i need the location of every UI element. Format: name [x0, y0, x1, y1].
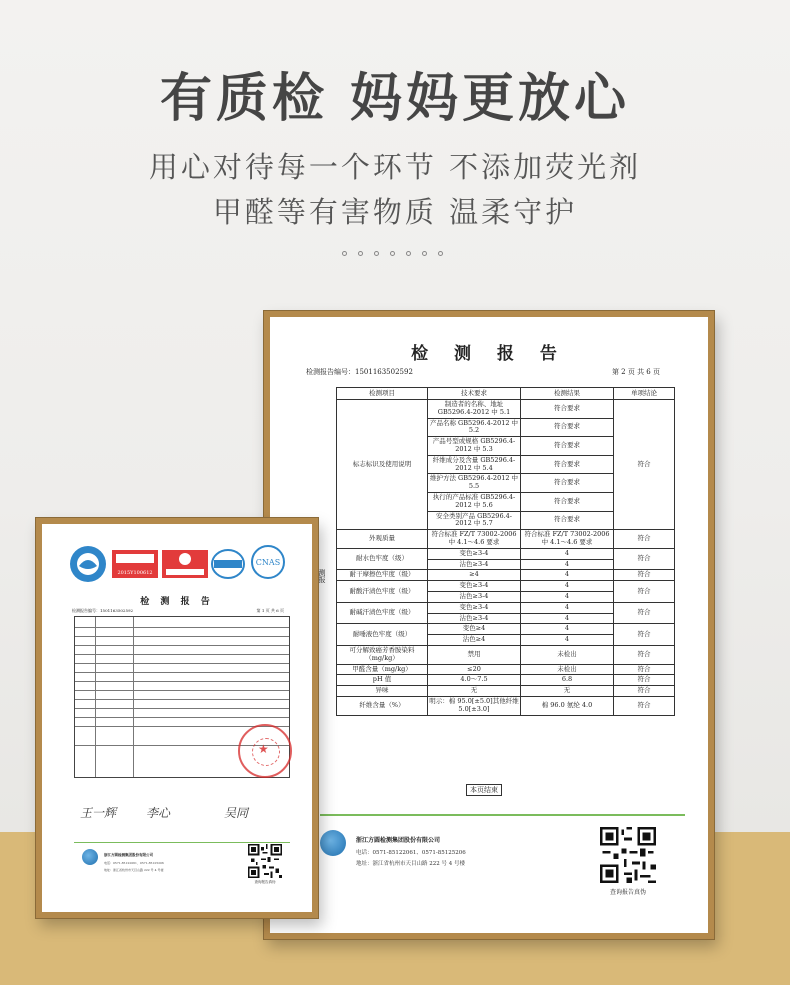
requirement-cell: 产品号型或规格 GB5296.4-2012 中 5.3 [428, 437, 521, 456]
requirement-cell: 变色≥3-4 [428, 548, 521, 559]
item-cell: 耐碱汗渍色牢度（级） [337, 602, 428, 624]
result-cell: 4 [521, 581, 614, 592]
result-cell: 符合要求 [521, 511, 614, 530]
signature-2: 李心 [146, 806, 171, 820]
requirement-cell: ≥4 [428, 570, 521, 581]
table-row [337, 530, 675, 549]
item-cell: pH 值 [337, 675, 428, 686]
certification-logos [68, 542, 298, 586]
company-logo-icon [82, 849, 98, 865]
footer-company: 浙江方圆检测集团股份有限公司 [104, 853, 153, 857]
result-cell: 符合标准 FZ/T 73002-2006 中 4.1～4.6 要求 [521, 530, 614, 549]
result-cell: 4 [521, 559, 614, 570]
item-cell: 甲醛含量（mg/kg） [337, 664, 428, 675]
item-cell: 耐水色牢度（级） [337, 548, 428, 570]
result-cell: 4 [521, 591, 614, 602]
requirement-cell: 维护方法 GB5296.4-2012 中 5.5 [428, 474, 521, 493]
requirement-cell: 纤维成分及含量 GB5296.4-2012 中 5.4 [428, 455, 521, 474]
conclusion-cell: 符合 [614, 400, 675, 530]
table-row [337, 400, 675, 419]
side-stamp-text: 测报 [318, 569, 326, 583]
footer-divider [74, 842, 290, 843]
page-info: 第 2 页 共 6 页 [611, 368, 660, 376]
table-row [337, 645, 675, 664]
item-cell: 纤维含量（%） [337, 696, 428, 715]
table-row [337, 664, 675, 675]
end-of-page-mark: 本页结束 [466, 784, 502, 796]
table-row [337, 581, 675, 592]
requirement-cell: 4.0～7.5 [428, 675, 521, 686]
item-cell: 耐唾液色牢度（级） [337, 624, 428, 646]
result-cell: 符合要求 [521, 437, 614, 456]
subtitle-line-1: 用心对待每一个环节 不添加荧光剂 [148, 150, 642, 184]
seal-star-icon: ★ [258, 742, 269, 756]
column-header: 单项结论 [614, 388, 675, 400]
company-logo-icon [320, 830, 346, 856]
table-row [337, 570, 675, 581]
result-cell: 符合要求 [521, 455, 614, 474]
requirement-cell: 沾色≥4 [428, 635, 521, 646]
page-info: 第 1 页 共 6 页 [256, 608, 284, 613]
requirement-cell: 符合标准 FZ/T 73002-2006 中 4.1～4.6 要求 [428, 530, 521, 549]
conclusion-cell: 符合 [614, 602, 675, 624]
result-cell: 符合要求 [521, 474, 614, 493]
conclusion-cell: 符合 [614, 664, 675, 675]
item-cell: 异味 [337, 686, 428, 697]
signature-1: 王一辉 [80, 806, 117, 820]
result-cell: 6.8 [521, 675, 614, 686]
table-row [337, 548, 675, 559]
test-report-page-1 [36, 518, 318, 918]
requirement-cell: 变色≥3-4 [428, 602, 521, 613]
column-header: 检测结果 [521, 388, 614, 400]
result-cell: 4 [521, 613, 614, 624]
conclusion-cell: 符合 [614, 686, 675, 697]
table-header-row [337, 388, 675, 400]
conclusion-cell: 符合 [614, 624, 675, 646]
item-cell: 外观质量 [337, 530, 428, 549]
item-cell: 耐酸汗渍色牢度（级） [337, 581, 428, 603]
result-cell: 无 [521, 686, 614, 697]
requirement-cell: 变色≥3-4 [428, 581, 521, 592]
column-header: 检测项目 [337, 388, 428, 400]
footer-phone: 电话：0571-85122061、0571-85125206 [104, 861, 164, 865]
table-row [337, 624, 675, 635]
subtitle-line-2: 甲醛等有害物质 温柔守护 [212, 195, 578, 229]
table-row [337, 686, 675, 697]
requirement-cell: 安全类别产品 GB5296.4-2012 中 5.7 [428, 511, 521, 530]
result-cell: 符合要求 [521, 492, 614, 511]
footer-company: 浙江方圆检测集团股份有限公司 [356, 837, 441, 844]
requirement-cell: 沾色≥3-4 [428, 559, 521, 570]
requirement-cell: 禁用 [428, 645, 521, 664]
table-row [337, 675, 675, 686]
result-cell: 4 [521, 602, 614, 613]
footer-phone: 电话：0571-85122061、0571-85125206 [356, 850, 466, 856]
footer-address: 地址：浙江省杭州市天目山路 222 号 4 号楼 [356, 861, 465, 867]
conclusion-cell: 符合 [614, 581, 675, 603]
conclusion-cell: 符合 [614, 570, 675, 581]
qr-code-icon[interactable] [600, 827, 656, 883]
result-cell: 4 [521, 635, 614, 646]
result-cell: 4 [521, 570, 614, 581]
item-cell: 耐干摩擦色牢度（级） [337, 570, 428, 581]
report-number: 检测报告编号：1501163502592 [306, 368, 413, 376]
requirement-cell: 产品名称 GB5296.4-2012 中 5.2 [428, 418, 521, 437]
decorative-dots [342, 251, 443, 256]
result-cell: 4 [521, 624, 614, 635]
conclusion-cell: 符合 [614, 675, 675, 686]
result-cell: 符合要求 [521, 418, 614, 437]
requirement-cell: 无 [428, 686, 521, 697]
svg-text:2015Y100612: 2015Y100612 [117, 570, 153, 576]
table-row [337, 696, 675, 715]
result-cell: 符合要求 [521, 400, 614, 419]
requirement-cell: 沾色≥3-4 [428, 591, 521, 602]
requirement-cell: 制造者的名称、地址 GB5296.4-2012 中 5.1 [428, 400, 521, 419]
result-cell: 4 [521, 548, 614, 559]
result-cell: 未检出 [521, 645, 614, 664]
requirement-cell: 变色≥4 [428, 624, 521, 635]
conclusion-cell: 符合 [614, 548, 675, 570]
conclusion-cell: 符合 [614, 696, 675, 715]
footer-address: 地址：浙江省杭州市天目山路 222 号 4 号楼 [104, 868, 164, 872]
table-row [337, 602, 675, 613]
results-table [336, 387, 675, 716]
report-title: 检 测 报 告 [411, 344, 567, 364]
qr-code-icon[interactable] [248, 844, 282, 878]
page-headline: 有质检 妈妈更放心 [159, 69, 631, 129]
test-report-page-2 [264, 311, 714, 939]
qr-caption: 查询报告真伪 [609, 889, 646, 896]
result-cell: 棉 96.0 氨纶 4.0 [521, 696, 614, 715]
conclusion-cell: 符合 [614, 530, 675, 549]
requirement-cell: 执行的产品标准 GB5296.4-2012 中 5.6 [428, 492, 521, 511]
report-title: 检 测 报 告 [140, 597, 214, 607]
report-number: 检测报告编号：1501163502592 [72, 608, 134, 613]
result-cell: 未检出 [521, 664, 614, 675]
requirement-cell: ≤20 [428, 664, 521, 675]
svg-text:CNAS: CNAS [255, 558, 281, 567]
conclusion-cell: 符合 [614, 645, 675, 664]
item-cell: 标志标识及使用说明 [337, 400, 428, 530]
footer-divider [320, 814, 685, 816]
signature-3: 吴同 [224, 806, 249, 820]
requirement-cell: 沾色≥3-4 [428, 613, 521, 624]
item-cell: 可分解致癌芳香胺染料（mg/kg） [337, 645, 428, 664]
column-header: 技术要求 [428, 388, 521, 400]
requirement-cell: 明示：棉 95.0[±5.0]其他纤维 5.0[±3.0] [428, 696, 521, 715]
qr-caption: 查询报告真伪 [254, 880, 276, 884]
